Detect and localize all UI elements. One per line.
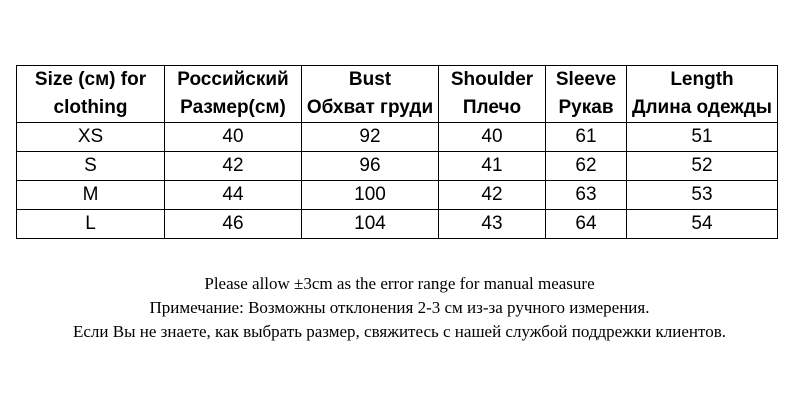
cell-shoulder: 40 [439, 123, 546, 152]
cell-russian-size: 44 [165, 181, 302, 210]
size-chart-table [16, 65, 778, 239]
header-russian-size-line1: Российский [177, 69, 289, 90]
header-size-line1: Size (см) for [34, 69, 147, 90]
cell-sleeve: 63 [546, 181, 627, 210]
header-length-line2: Длина одежды [631, 97, 773, 118]
header-sleeve-line2: Рукав [558, 97, 614, 118]
cell-size: S [17, 152, 165, 181]
header-size [17, 66, 165, 123]
cell-size: M [17, 181, 165, 210]
cell-length: 52 [627, 152, 778, 181]
cell-sleeve: 64 [546, 210, 627, 239]
header-shoulder-line2: Плечо [462, 97, 522, 118]
header-shoulder-line1: Shoulder [450, 69, 534, 90]
cell-size: L [17, 210, 165, 239]
cell-bust: 100 [302, 181, 439, 210]
cell-bust: 96 [302, 152, 439, 181]
header-bust-line2: Обхват груди [306, 97, 434, 118]
cell-sleeve: 61 [546, 123, 627, 152]
cell-shoulder: 43 [439, 210, 546, 239]
header-bust-line1: Bust [348, 69, 392, 90]
table-row [17, 210, 778, 239]
header-russian-size [165, 66, 302, 123]
cell-sleeve: 62 [546, 152, 627, 181]
cell-length: 53 [627, 181, 778, 210]
cell-russian-size: 40 [165, 123, 302, 152]
header-sleeve-line1: Sleeve [555, 69, 617, 90]
header-shoulder [439, 66, 546, 123]
cell-russian-size: 42 [165, 152, 302, 181]
note-measurement-error-en: Please allow ±3cm as the error range for manual measure [204, 274, 595, 293]
cell-shoulder: 41 [439, 152, 546, 181]
table-row [17, 181, 778, 210]
table-row [17, 123, 778, 152]
cell-russian-size: 46 [165, 210, 302, 239]
header-length-line1: Length [670, 69, 734, 90]
notes-block [0, 272, 799, 344]
header-length [627, 66, 778, 123]
table-header-row [17, 66, 778, 123]
note-contact-support: Если Вы не знаете, как выбрать размер, свяжитесь с нашей службой поддрежки клиентов. [72, 322, 727, 341]
cell-bust: 104 [302, 210, 439, 239]
cell-shoulder: 42 [439, 181, 546, 210]
header-bust [302, 66, 439, 123]
table-row [17, 152, 778, 181]
note-measurement-error-ru: Примечание: Возможны отклонения 2-3 см из-за ручного измерения. [149, 298, 650, 317]
header-size-line2: clothing [53, 97, 128, 118]
header-russian-size-line2: Размер(см) [180, 97, 286, 118]
header-sleeve [546, 66, 627, 123]
cell-size: XS [17, 123, 165, 152]
cell-length: 54 [627, 210, 778, 239]
cell-bust: 92 [302, 123, 439, 152]
cell-length: 51 [627, 123, 778, 152]
